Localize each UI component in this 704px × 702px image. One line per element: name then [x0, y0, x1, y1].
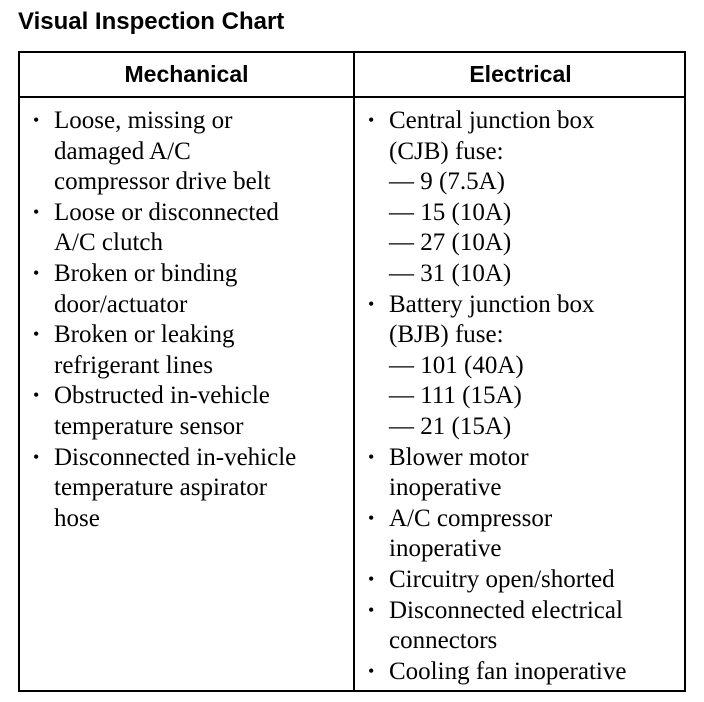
- electrical-item: [365, 565, 685, 596]
- item-text-line: • Obstructed in-vehicle: [54, 382, 270, 410]
- item-text-line: • Disconnected in-vehicle: [54, 443, 297, 471]
- header-divider: [20, 96, 684, 98]
- item-text-line: connectors: [389, 627, 498, 655]
- item-text-line: • Blower motor: [389, 443, 529, 471]
- mechanical-item: [30, 198, 350, 259]
- fuse-sublist: [389, 167, 685, 289]
- inspection-chart-table: [18, 51, 686, 692]
- column-divider: [353, 53, 355, 690]
- electrical-items-list: [365, 106, 685, 687]
- fuse-subitem: — 31 (10A): [389, 259, 512, 287]
- fuse-subitem: — 21 (15A): [389, 412, 512, 440]
- item-text-line: A/C clutch: [54, 229, 164, 257]
- item-text-line: door/actuator: [54, 290, 188, 318]
- item-text-line: • Broken or binding: [54, 259, 238, 287]
- fuse-subitem: — 27 (10A): [389, 229, 512, 257]
- fuse-subitem: — 15 (10A): [389, 198, 512, 226]
- fuse-sublist: [389, 351, 685, 443]
- electrical-item: [365, 290, 685, 443]
- mechanical-item: [30, 443, 350, 535]
- item-text-line: inoperative: [389, 474, 502, 502]
- item-text-line: • Circuitry open/shorted: [389, 565, 615, 593]
- electrical-item: [365, 657, 685, 688]
- item-text-line: • Disconnected electrical: [389, 596, 623, 624]
- item-text-line: (BJB) fuse:: [389, 321, 504, 349]
- electrical-item: [365, 443, 685, 504]
- item-text-line: • Broken or leaking: [54, 321, 235, 349]
- fuse-subitem: — 101 (40A): [389, 351, 524, 379]
- mechanical-item: [30, 106, 350, 198]
- mechanical-item: [30, 381, 350, 442]
- mechanical-item: [30, 320, 350, 381]
- mechanical-column-header: Mechanical: [124, 61, 249, 87]
- electrical-column-header: Electrical: [469, 61, 572, 87]
- electrical-item: [365, 504, 685, 565]
- item-text-line: • Loose, missing or: [54, 107, 233, 134]
- fuse-subitem: — 9 (7.5A): [389, 168, 505, 196]
- item-text-line: • A/C compressor: [389, 504, 553, 532]
- item-text-line: • Central junction box: [389, 107, 595, 134]
- item-text-line: inoperative: [389, 535, 502, 563]
- page-title: Visual Inspection Chart: [18, 8, 285, 35]
- item-text-line: (CJB) fuse:: [389, 137, 504, 165]
- mechanical-items-list: [30, 106, 350, 534]
- item-text-line: • Cooling fan inoperative: [389, 657, 627, 685]
- item-text-line: temperature aspirator: [54, 474, 268, 502]
- item-text-line: refrigerant lines: [54, 351, 213, 379]
- item-text-line: damaged A/C: [54, 137, 191, 165]
- electrical-item: [365, 596, 685, 657]
- item-text-line: • Loose or disconnected: [54, 198, 279, 226]
- item-text-line: compressor drive belt: [54, 168, 271, 196]
- item-text-line: • Battery junction box: [389, 290, 595, 318]
- item-text-line: hose: [54, 504, 100, 532]
- fuse-subitem: — 111 (15A): [389, 382, 522, 410]
- electrical-item: [365, 106, 685, 290]
- item-text-line: temperature sensor: [54, 412, 244, 440]
- mechanical-item: [30, 259, 350, 320]
